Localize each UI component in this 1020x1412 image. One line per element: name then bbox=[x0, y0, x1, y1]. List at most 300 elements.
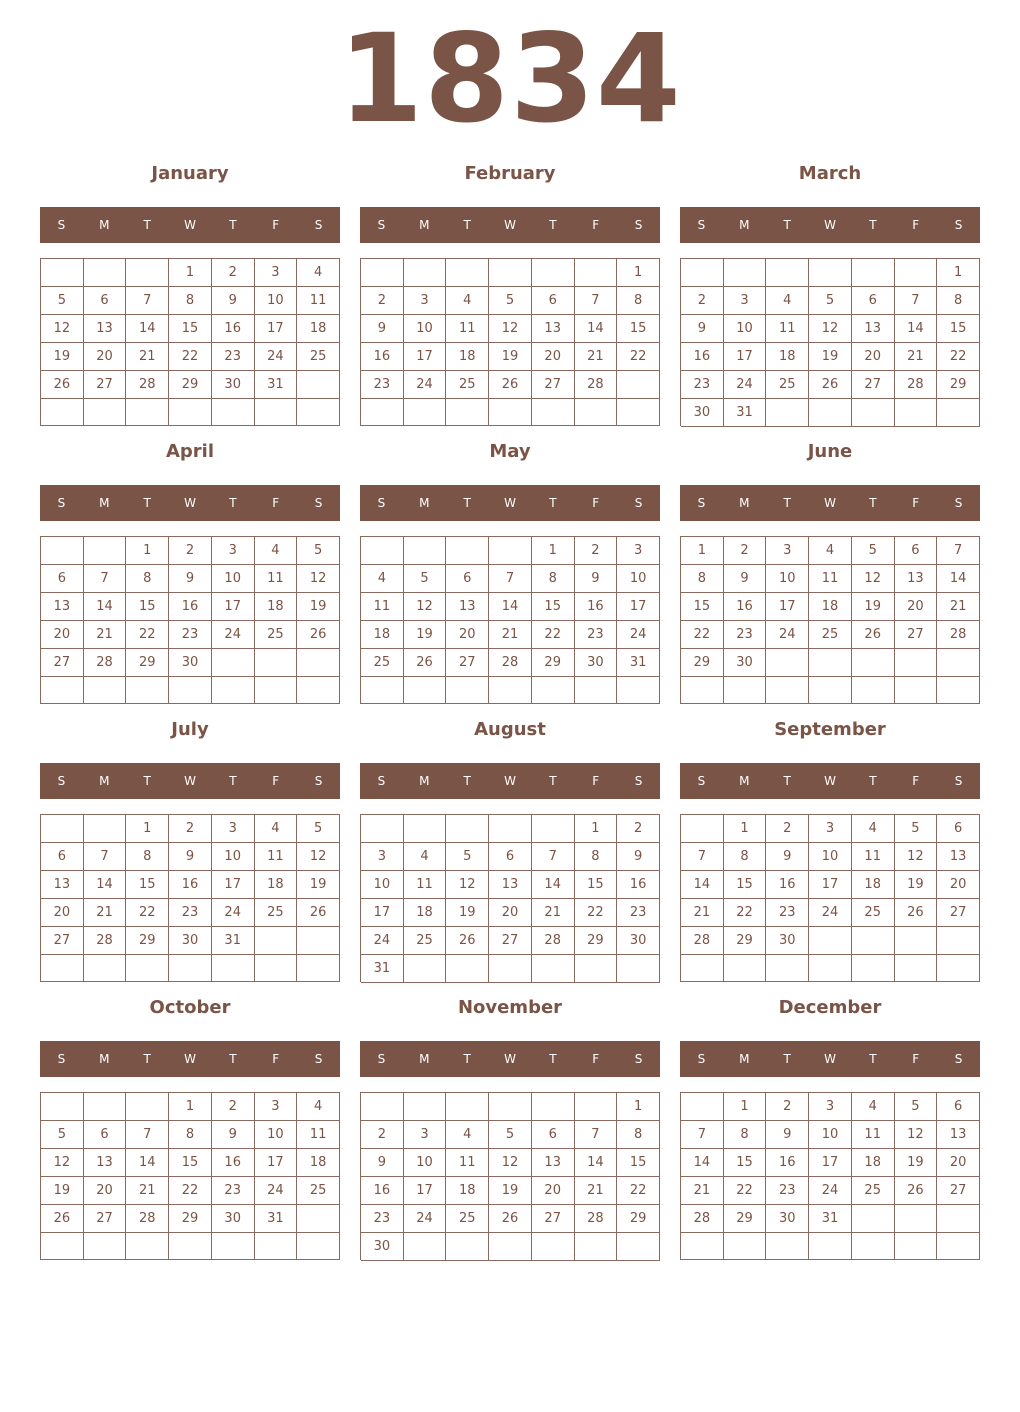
day-cell: 24 bbox=[809, 1177, 852, 1205]
weekday-header bbox=[360, 1041, 660, 1077]
day-cell: 8 bbox=[169, 287, 212, 315]
empty-cell bbox=[809, 927, 852, 955]
empty-cell bbox=[937, 649, 980, 677]
day-cell: 7 bbox=[84, 565, 127, 593]
day-cell: 7 bbox=[126, 287, 169, 315]
day-cell: 25 bbox=[255, 899, 298, 927]
day-cell: 30 bbox=[212, 371, 255, 399]
day-cell: 11 bbox=[404, 871, 447, 899]
day-cell: 22 bbox=[126, 621, 169, 649]
day-cell: 6 bbox=[489, 843, 532, 871]
day-cell: 13 bbox=[532, 1149, 575, 1177]
day-cell: 28 bbox=[126, 1205, 169, 1233]
empty-cell bbox=[404, 537, 447, 565]
weekday-label: F bbox=[912, 218, 920, 232]
day-cell: 4 bbox=[297, 1093, 340, 1121]
day-cell: 12 bbox=[297, 565, 340, 593]
day-cell: 9 bbox=[766, 1121, 809, 1149]
day-cell: 2 bbox=[212, 259, 255, 287]
weekday-header bbox=[360, 763, 660, 799]
day-cell: 19 bbox=[489, 1177, 532, 1205]
weekday-label: S bbox=[954, 496, 963, 510]
day-cell: 14 bbox=[575, 1149, 618, 1177]
day-cell: 12 bbox=[895, 1121, 938, 1149]
day-grid bbox=[680, 1092, 980, 1260]
weekday-label: S bbox=[954, 774, 963, 788]
day-cell: 26 bbox=[489, 371, 532, 399]
day-cell: 28 bbox=[575, 371, 618, 399]
day-cell: 16 bbox=[766, 871, 809, 899]
day-cell: 18 bbox=[766, 343, 809, 371]
day-cell: 27 bbox=[41, 649, 84, 677]
day-cell: 27 bbox=[895, 621, 938, 649]
day-cell: 21 bbox=[532, 899, 575, 927]
day-cell: 21 bbox=[126, 1177, 169, 1205]
empty-cell bbox=[575, 259, 618, 287]
day-cell: 14 bbox=[895, 315, 938, 343]
day-cell: 16 bbox=[575, 593, 618, 621]
empty-cell bbox=[169, 399, 212, 426]
empty-cell bbox=[404, 399, 447, 426]
day-cell: 8 bbox=[617, 287, 660, 315]
weekday-label: S bbox=[697, 1052, 706, 1066]
empty-cell bbox=[809, 677, 852, 704]
day-cell: 11 bbox=[446, 1149, 489, 1177]
empty-cell bbox=[532, 677, 575, 704]
day-cell: 21 bbox=[575, 343, 618, 371]
day-cell: 22 bbox=[617, 343, 660, 371]
day-cell: 15 bbox=[617, 1149, 660, 1177]
day-cell: 27 bbox=[532, 1205, 575, 1233]
day-cell: 7 bbox=[895, 287, 938, 315]
weekday-label: T bbox=[463, 218, 471, 232]
weekday-label: S bbox=[314, 218, 323, 232]
day-cell: 26 bbox=[895, 1177, 938, 1205]
month-name: May bbox=[489, 441, 531, 462]
weekday-label: S bbox=[697, 774, 706, 788]
day-cell: 19 bbox=[895, 871, 938, 899]
day-cell: 9 bbox=[169, 565, 212, 593]
day-cell: 20 bbox=[41, 899, 84, 927]
weekday-label: W bbox=[824, 1052, 836, 1066]
weekday-label: W bbox=[824, 218, 836, 232]
day-cell: 4 bbox=[446, 287, 489, 315]
weekday-label: W bbox=[184, 774, 196, 788]
empty-cell bbox=[297, 649, 340, 677]
day-cell: 29 bbox=[169, 1205, 212, 1233]
day-cell: 10 bbox=[809, 843, 852, 871]
empty-cell bbox=[41, 537, 84, 565]
weekday-header bbox=[40, 207, 340, 243]
day-cell: 3 bbox=[255, 259, 298, 287]
day-cell: 5 bbox=[809, 287, 852, 315]
empty-cell bbox=[852, 649, 895, 677]
weekday-label: M bbox=[739, 218, 750, 232]
empty-cell bbox=[297, 399, 340, 426]
day-cell: 8 bbox=[169, 1121, 212, 1149]
weekday-label: S bbox=[954, 218, 963, 232]
day-cell: 26 bbox=[41, 371, 84, 399]
day-cell: 4 bbox=[446, 1121, 489, 1149]
day-cell: 15 bbox=[126, 593, 169, 621]
weekday-label: S bbox=[634, 218, 643, 232]
weekday-label: W bbox=[504, 496, 516, 510]
weekday-label: M bbox=[419, 218, 430, 232]
weekday-label: T bbox=[229, 774, 237, 788]
month-name: August bbox=[474, 719, 546, 740]
day-cell: 15 bbox=[532, 593, 575, 621]
day-cell: 21 bbox=[681, 1177, 724, 1205]
empty-cell bbox=[361, 1093, 404, 1121]
weekday-label: T bbox=[549, 1052, 557, 1066]
empty-cell bbox=[404, 1233, 447, 1261]
day-cell: 7 bbox=[575, 287, 618, 315]
empty-cell bbox=[255, 955, 298, 982]
empty-cell bbox=[255, 927, 298, 955]
day-cell: 20 bbox=[852, 343, 895, 371]
day-cell: 24 bbox=[724, 371, 767, 399]
day-cell: 16 bbox=[766, 1149, 809, 1177]
day-cell: 22 bbox=[681, 621, 724, 649]
day-cell: 14 bbox=[126, 1149, 169, 1177]
day-cell: 17 bbox=[724, 343, 767, 371]
day-cell: 11 bbox=[361, 593, 404, 621]
day-cell: 11 bbox=[852, 843, 895, 871]
day-cell: 11 bbox=[809, 565, 852, 593]
empty-cell bbox=[575, 1093, 618, 1121]
day-cell: 18 bbox=[361, 621, 404, 649]
day-cell: 26 bbox=[852, 621, 895, 649]
empty-cell bbox=[84, 537, 127, 565]
day-grid bbox=[360, 814, 660, 982]
month-name: September bbox=[774, 719, 886, 740]
weekday-label: W bbox=[184, 496, 196, 510]
weekday-label: T bbox=[463, 1052, 471, 1066]
day-cell: 12 bbox=[895, 843, 938, 871]
day-cell: 10 bbox=[255, 287, 298, 315]
weekday-label: T bbox=[143, 1052, 151, 1066]
day-cell: 5 bbox=[41, 1121, 84, 1149]
empty-cell bbox=[361, 677, 404, 704]
empty-cell bbox=[297, 955, 340, 982]
day-cell: 14 bbox=[681, 1149, 724, 1177]
empty-cell bbox=[809, 955, 852, 982]
weekday-label: F bbox=[592, 1052, 600, 1066]
weekday-header bbox=[40, 485, 340, 521]
weekday-label: S bbox=[377, 1052, 386, 1066]
weekday-label: F bbox=[592, 496, 600, 510]
empty-cell bbox=[575, 1233, 618, 1261]
day-cell: 14 bbox=[681, 871, 724, 899]
day-cell: 9 bbox=[724, 565, 767, 593]
day-cell: 25 bbox=[255, 621, 298, 649]
day-cell: 29 bbox=[681, 649, 724, 677]
weekday-label: M bbox=[99, 774, 110, 788]
empty-cell bbox=[297, 371, 340, 399]
empty-cell bbox=[404, 259, 447, 287]
day-cell: 6 bbox=[41, 843, 84, 871]
day-cell: 5 bbox=[41, 287, 84, 315]
weekday-label: T bbox=[143, 218, 151, 232]
weekday-label: T bbox=[463, 774, 471, 788]
empty-cell bbox=[852, 677, 895, 704]
day-cell: 19 bbox=[41, 343, 84, 371]
empty-cell bbox=[937, 927, 980, 955]
weekday-label: F bbox=[912, 1052, 920, 1066]
day-cell: 17 bbox=[212, 871, 255, 899]
year-title: 1834 bbox=[338, 8, 682, 150]
empty-cell bbox=[617, 399, 660, 426]
day-cell: 31 bbox=[724, 399, 767, 427]
day-cell: 26 bbox=[41, 1205, 84, 1233]
empty-cell bbox=[212, 399, 255, 426]
day-cell: 23 bbox=[212, 343, 255, 371]
day-cell: 5 bbox=[297, 815, 340, 843]
day-cell: 18 bbox=[255, 593, 298, 621]
weekday-label: T bbox=[229, 1052, 237, 1066]
empty-cell bbox=[41, 399, 84, 426]
day-cell: 6 bbox=[937, 815, 980, 843]
day-cell: 6 bbox=[446, 565, 489, 593]
day-cell: 23 bbox=[169, 621, 212, 649]
day-cell: 1 bbox=[169, 259, 212, 287]
day-cell: 30 bbox=[169, 927, 212, 955]
day-cell: 20 bbox=[895, 593, 938, 621]
empty-cell bbox=[41, 955, 84, 982]
day-cell: 27 bbox=[852, 371, 895, 399]
weekday-label: M bbox=[419, 774, 430, 788]
empty-cell bbox=[724, 677, 767, 704]
day-cell: 10 bbox=[361, 871, 404, 899]
weekday-label: T bbox=[869, 496, 877, 510]
day-cell: 9 bbox=[575, 565, 618, 593]
empty-cell bbox=[446, 537, 489, 565]
weekday-label: F bbox=[912, 496, 920, 510]
day-cell: 5 bbox=[852, 537, 895, 565]
day-cell: 19 bbox=[489, 343, 532, 371]
day-cell: 28 bbox=[575, 1205, 618, 1233]
day-cell: 28 bbox=[532, 927, 575, 955]
weekday-label: W bbox=[824, 774, 836, 788]
day-cell: 26 bbox=[895, 899, 938, 927]
empty-cell bbox=[84, 955, 127, 982]
day-grid bbox=[40, 536, 340, 704]
day-grid bbox=[40, 1092, 340, 1260]
day-cell: 23 bbox=[766, 1177, 809, 1205]
weekday-label: T bbox=[783, 218, 791, 232]
day-cell: 8 bbox=[126, 843, 169, 871]
day-cell: 28 bbox=[84, 649, 127, 677]
weekday-label: T bbox=[549, 774, 557, 788]
empty-cell bbox=[255, 677, 298, 704]
empty-cell bbox=[895, 677, 938, 704]
day-cell: 4 bbox=[255, 537, 298, 565]
day-cell: 2 bbox=[681, 287, 724, 315]
day-cell: 5 bbox=[446, 843, 489, 871]
day-cell: 27 bbox=[446, 649, 489, 677]
day-cell: 28 bbox=[489, 649, 532, 677]
day-cell: 10 bbox=[255, 1121, 298, 1149]
day-cell: 31 bbox=[809, 1205, 852, 1233]
day-cell: 14 bbox=[532, 871, 575, 899]
day-cell: 19 bbox=[297, 593, 340, 621]
weekday-label: M bbox=[419, 496, 430, 510]
empty-cell bbox=[489, 815, 532, 843]
day-cell: 7 bbox=[126, 1121, 169, 1149]
day-cell: 30 bbox=[766, 1205, 809, 1233]
day-cell: 17 bbox=[617, 593, 660, 621]
day-cell: 14 bbox=[937, 565, 980, 593]
weekday-label: M bbox=[739, 496, 750, 510]
day-cell: 22 bbox=[575, 899, 618, 927]
day-cell: 6 bbox=[84, 1121, 127, 1149]
month-name: October bbox=[149, 997, 231, 1018]
month-name: March bbox=[798, 163, 862, 184]
day-cell: 5 bbox=[489, 287, 532, 315]
day-cell: 23 bbox=[361, 1205, 404, 1233]
day-cell: 17 bbox=[212, 593, 255, 621]
day-cell: 30 bbox=[361, 1233, 404, 1261]
day-cell: 1 bbox=[724, 815, 767, 843]
day-cell: 11 bbox=[852, 1121, 895, 1149]
day-cell: 2 bbox=[617, 815, 660, 843]
day-cell: 11 bbox=[255, 565, 298, 593]
day-cell: 6 bbox=[532, 287, 575, 315]
day-cell: 25 bbox=[809, 621, 852, 649]
day-cell: 25 bbox=[297, 1177, 340, 1205]
weekday-label: M bbox=[419, 1052, 430, 1066]
empty-cell bbox=[489, 1093, 532, 1121]
empty-cell bbox=[852, 259, 895, 287]
day-grid bbox=[680, 258, 980, 426]
day-cell: 25 bbox=[361, 649, 404, 677]
day-cell: 17 bbox=[809, 871, 852, 899]
weekday-label: F bbox=[592, 774, 600, 788]
weekday-label: T bbox=[869, 774, 877, 788]
day-cell: 2 bbox=[766, 815, 809, 843]
day-cell: 10 bbox=[212, 565, 255, 593]
weekday-label: M bbox=[99, 496, 110, 510]
empty-cell bbox=[212, 955, 255, 982]
day-cell: 29 bbox=[724, 927, 767, 955]
empty-cell bbox=[126, 1233, 169, 1260]
day-cell: 3 bbox=[361, 843, 404, 871]
day-cell: 23 bbox=[575, 621, 618, 649]
month-name: December bbox=[778, 997, 882, 1018]
weekday-label: F bbox=[912, 774, 920, 788]
empty-cell bbox=[617, 1233, 660, 1261]
empty-cell bbox=[766, 1233, 809, 1260]
day-cell: 7 bbox=[532, 843, 575, 871]
day-cell: 18 bbox=[404, 899, 447, 927]
empty-cell bbox=[681, 259, 724, 287]
day-cell: 3 bbox=[404, 1121, 447, 1149]
empty-cell bbox=[361, 537, 404, 565]
weekday-label: S bbox=[954, 1052, 963, 1066]
day-cell: 4 bbox=[297, 259, 340, 287]
day-cell: 16 bbox=[169, 593, 212, 621]
day-cell: 15 bbox=[724, 871, 767, 899]
empty-cell bbox=[532, 399, 575, 426]
day-cell: 12 bbox=[41, 315, 84, 343]
day-cell: 1 bbox=[617, 1093, 660, 1121]
day-cell: 26 bbox=[404, 649, 447, 677]
day-cell: 20 bbox=[937, 871, 980, 899]
day-cell: 1 bbox=[575, 815, 618, 843]
day-cell: 11 bbox=[766, 315, 809, 343]
day-cell: 18 bbox=[809, 593, 852, 621]
day-cell: 12 bbox=[41, 1149, 84, 1177]
empty-cell bbox=[937, 677, 980, 704]
empty-cell bbox=[681, 955, 724, 982]
day-cell: 9 bbox=[617, 843, 660, 871]
weekday-label: S bbox=[314, 496, 323, 510]
day-cell: 1 bbox=[681, 537, 724, 565]
weekday-label: F bbox=[592, 218, 600, 232]
day-cell: 20 bbox=[446, 621, 489, 649]
day-cell: 1 bbox=[126, 815, 169, 843]
day-cell: 19 bbox=[41, 1177, 84, 1205]
day-cell: 29 bbox=[724, 1205, 767, 1233]
day-cell: 22 bbox=[169, 343, 212, 371]
weekday-label: S bbox=[314, 774, 323, 788]
day-cell: 23 bbox=[724, 621, 767, 649]
day-cell: 10 bbox=[404, 1149, 447, 1177]
empty-cell bbox=[446, 259, 489, 287]
day-cell: 30 bbox=[212, 1205, 255, 1233]
empty-cell bbox=[766, 649, 809, 677]
day-cell: 20 bbox=[532, 1177, 575, 1205]
empty-cell bbox=[532, 815, 575, 843]
day-cell: 25 bbox=[446, 1205, 489, 1233]
day-cell: 17 bbox=[361, 899, 404, 927]
day-cell: 17 bbox=[766, 593, 809, 621]
day-cell: 6 bbox=[532, 1121, 575, 1149]
empty-cell bbox=[852, 1233, 895, 1260]
day-cell: 28 bbox=[681, 927, 724, 955]
weekday-header bbox=[360, 485, 660, 521]
day-cell: 4 bbox=[255, 815, 298, 843]
day-cell: 2 bbox=[212, 1093, 255, 1121]
day-cell: 3 bbox=[404, 287, 447, 315]
day-cell: 10 bbox=[724, 315, 767, 343]
day-cell: 24 bbox=[255, 1177, 298, 1205]
day-cell: 20 bbox=[532, 343, 575, 371]
day-cell: 1 bbox=[724, 1093, 767, 1121]
empty-cell bbox=[724, 955, 767, 982]
day-cell: 18 bbox=[297, 1149, 340, 1177]
day-cell: 3 bbox=[809, 1093, 852, 1121]
empty-cell bbox=[852, 955, 895, 982]
empty-cell bbox=[489, 955, 532, 983]
day-cell: 23 bbox=[766, 899, 809, 927]
weekday-label: T bbox=[783, 496, 791, 510]
day-cell: 10 bbox=[617, 565, 660, 593]
day-cell: 6 bbox=[84, 287, 127, 315]
day-cell: 2 bbox=[361, 1121, 404, 1149]
weekday-label: M bbox=[739, 1052, 750, 1066]
day-cell: 30 bbox=[575, 649, 618, 677]
empty-cell bbox=[404, 955, 447, 983]
empty-cell bbox=[126, 1093, 169, 1121]
empty-cell bbox=[809, 399, 852, 427]
day-cell: 14 bbox=[84, 593, 127, 621]
day-cell: 7 bbox=[937, 537, 980, 565]
empty-cell bbox=[489, 399, 532, 426]
day-cell: 21 bbox=[84, 899, 127, 927]
weekday-label: T bbox=[143, 496, 151, 510]
day-cell: 6 bbox=[852, 287, 895, 315]
